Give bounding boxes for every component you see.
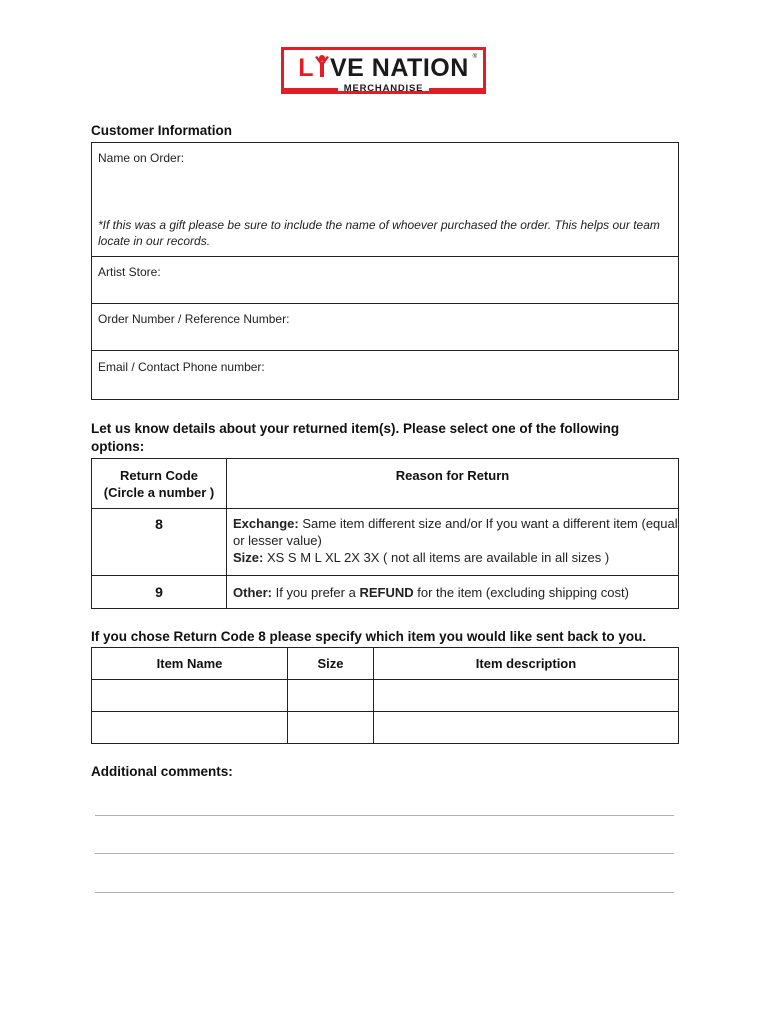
exchange-reason-cell (227, 509, 679, 576)
comment-line[interactable] (95, 815, 674, 816)
name-on-order-label: Name on Order: (98, 151, 185, 165)
item-name-cell[interactable] (92, 712, 288, 744)
artist-store-label: Artist Store: (98, 265, 161, 279)
customer-info-title: Customer Information (91, 123, 233, 138)
return-code-header (92, 459, 227, 509)
return-code-header-line1: Return Code (120, 467, 198, 483)
logo-letter-l: L (298, 54, 314, 82)
exchange-label: Exchange: (233, 516, 299, 531)
refund-text: for the item (excluding shipping cost) (413, 584, 629, 600)
person-figure-icon (314, 54, 330, 78)
table-header-row (92, 648, 679, 680)
exchange-item-table (91, 647, 679, 744)
table-header-row (92, 459, 679, 509)
email-phone-label: Email / Contact Phone number: (98, 360, 265, 374)
size-label: Size: (233, 550, 264, 565)
return-code-9[interactable]: 9 (92, 576, 227, 609)
return-code-header-line2: (Circle a number ) (103, 484, 215, 500)
return-code-table (91, 458, 679, 609)
size-cell[interactable] (288, 680, 374, 712)
artist-store-field[interactable] (92, 257, 678, 304)
logo-letters-vention: VE NATION (330, 54, 469, 82)
return-options-intro: Let us know details about your returned item(s). Please select one of the following options: (91, 421, 620, 454)
size-options-text: XS S M L XL 2X 3X ( not all items are available in all sizes ) (263, 550, 610, 565)
registered-mark: ® (472, 54, 477, 60)
table-row (92, 509, 679, 576)
order-number-label: Order Number / Reference Number: (98, 312, 290, 326)
additional-comments-title: Additional comments: (91, 764, 233, 779)
reason-header: Reason for Return (227, 459, 679, 509)
item-name-cell[interactable] (92, 680, 288, 712)
size-cell[interactable] (288, 712, 374, 744)
logo-subtitle: MERCHANDISE (343, 83, 424, 94)
order-number-field[interactable] (92, 304, 678, 351)
gift-note: *If this was a gift please be sure to include the name of whoever purchased the order. This helps our team locate in our records. (98, 218, 660, 248)
item-description-cell[interactable] (374, 712, 679, 744)
size-header: Size (288, 648, 374, 680)
live-nation-logo (281, 47, 486, 94)
table-row (92, 680, 679, 712)
comment-line[interactable] (95, 892, 674, 893)
other-label: Other: (233, 584, 272, 600)
other-reason-cell (227, 576, 679, 609)
name-on-order-field[interactable] (92, 143, 678, 257)
exchange-item-intro: If you chose Return Code 8 please specify which item you would like sent back to you. (91, 629, 647, 644)
item-description-cell[interactable] (374, 680, 679, 712)
refund-label: REFUND (359, 584, 414, 600)
exchange-text: Same item different size and/or If you want a different item (equal or lesser value) (233, 516, 678, 548)
other-text: If you prefer a (272, 584, 360, 600)
table-row (92, 712, 679, 744)
logo-wordmark (284, 54, 483, 82)
item-name-header: Item Name (92, 648, 288, 680)
item-description-header: Item description (374, 648, 679, 680)
return-code-8[interactable]: 8 (92, 509, 227, 576)
customer-info-box (91, 142, 679, 400)
email-phone-field[interactable] (92, 351, 678, 399)
logo-bar-right (429, 88, 483, 91)
comment-line[interactable] (95, 853, 674, 854)
table-row (92, 576, 679, 609)
